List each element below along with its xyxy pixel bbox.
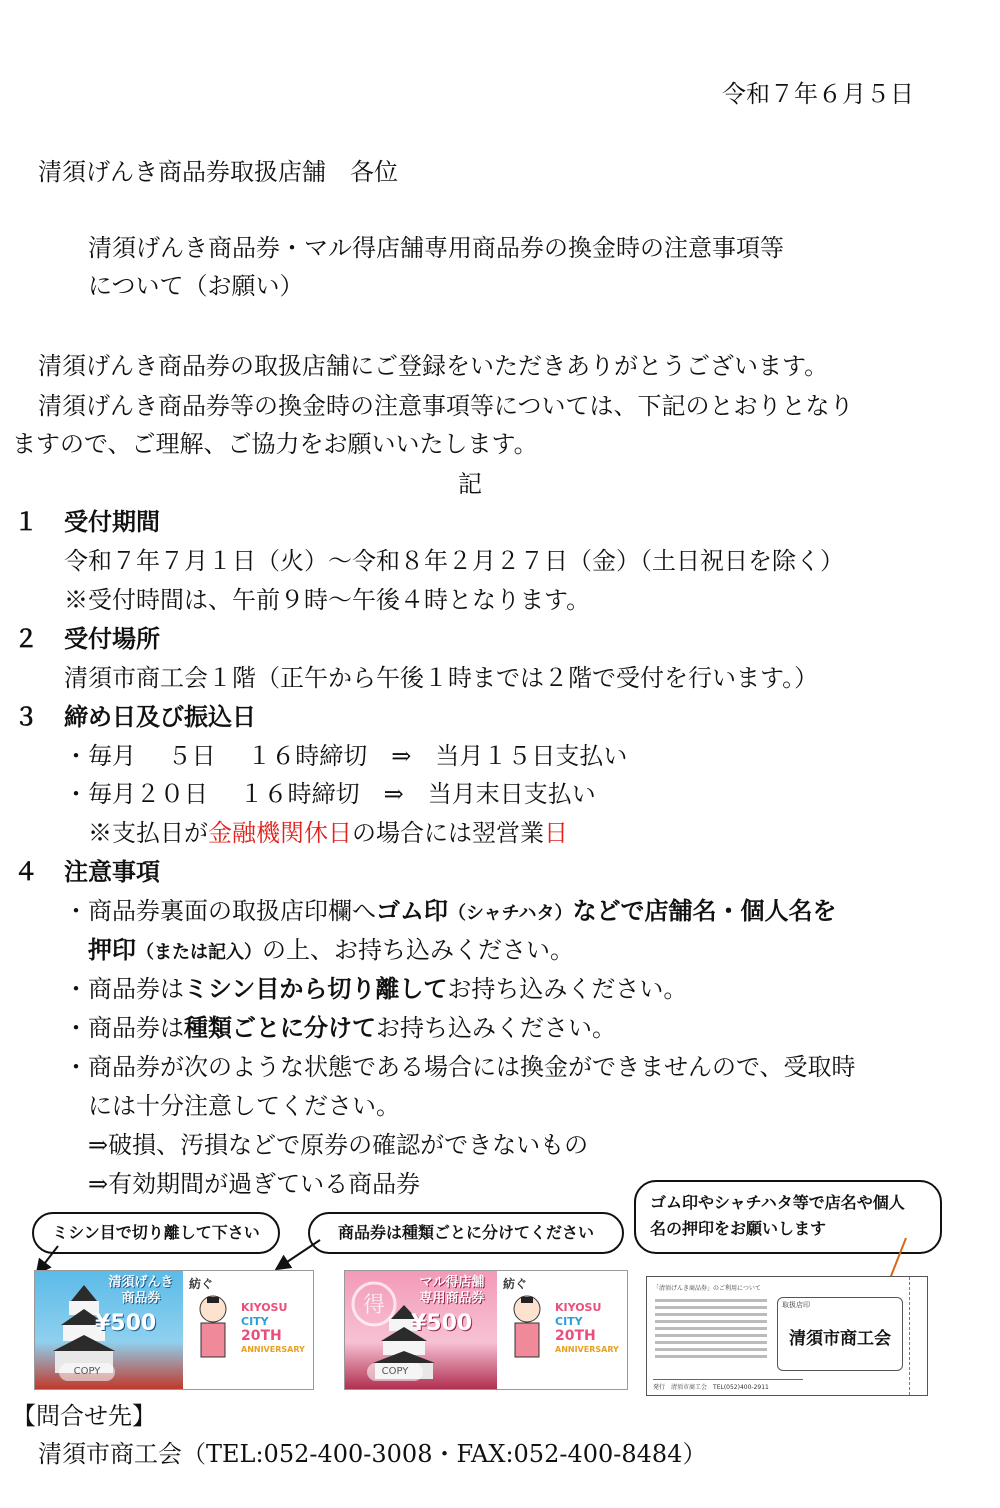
ticket-genki-name-l2: 商品券 bbox=[121, 1291, 161, 1306]
section4-bullet4-line3: ⇒破損、汚損などで原券の確認ができないもの bbox=[88, 1131, 589, 1159]
mascot-icon bbox=[191, 1293, 235, 1363]
ticket-marutoku-right bbox=[497, 1271, 627, 1389]
section3-heading: 締め日及び振込日 bbox=[64, 703, 256, 731]
section3-note-b: の場合には翌営業 bbox=[352, 819, 544, 847]
stamp-label: 取扱店印 bbox=[782, 1301, 810, 1309]
ticket-marutoku-name bbox=[407, 1275, 497, 1307]
ticket-genki-anniv bbox=[241, 1301, 305, 1357]
ticket-genki-copy: COPY bbox=[59, 1363, 115, 1381]
section4-heading: 注意事項 bbox=[64, 858, 160, 886]
ticket-genki-right bbox=[183, 1271, 313, 1389]
bullet2-rest: お持ち込みください。 bbox=[447, 975, 688, 1003]
section4-bullet4-line2: には十分注意してください。 bbox=[88, 1092, 400, 1120]
section3-number: ３ bbox=[14, 703, 38, 731]
contact-heading: 【問合せ先】 bbox=[12, 1402, 156, 1430]
callout-perforation-text: ミシン目で切り離して下さい bbox=[52, 1223, 260, 1242]
section4-number: ４ bbox=[14, 858, 38, 886]
callout-stamp-line2: 名の押印をお願いします bbox=[650, 1219, 827, 1238]
bullet1-text-a: ・商品券裏面の取扱店印欄へ bbox=[64, 897, 376, 925]
anniv-l3: 20TH bbox=[555, 1328, 596, 1344]
arrow-perforation bbox=[38, 1246, 58, 1272]
document-title-line1: 清須げんき商品券・マル得店舗専用商品券の換金時の注意事項等 bbox=[88, 234, 784, 262]
intro-line3: ますので、ご理解、ご協力をお願いいたします。 bbox=[12, 430, 538, 458]
section2-line1: 清須市商工会１階（正午から午後１時までは２階で受付を行います。） bbox=[64, 664, 819, 692]
bullet1-l2-bold: 押印 bbox=[88, 936, 136, 964]
ki-label: 記 bbox=[458, 470, 482, 498]
document-date: 令和７年６月５日 bbox=[722, 80, 914, 108]
ticket-back-heading: 「清須げんき商品券」のご利用について bbox=[653, 1285, 761, 1292]
bullet2-bold: ミシン目から切り離して bbox=[184, 975, 448, 1003]
ticket-back-stamp-box bbox=[777, 1297, 903, 1371]
ticket-genki-value: ¥500 bbox=[95, 1311, 157, 1336]
bullet1-bold-a: ゴム印 bbox=[376, 897, 448, 925]
ticket-marutoku-tagline: 紡ぐ bbox=[503, 1277, 528, 1291]
intro-line1: 清須げんき商品券の取扱店舗にご登録をいただきありがとうございます。 bbox=[38, 352, 829, 380]
ticket-back bbox=[646, 1276, 928, 1396]
intro-line2: 清須げんき商品券等の換金時の注意事項等については、下記のとおりとなり bbox=[38, 392, 854, 420]
anniv-l4: ANNIVERSARY bbox=[555, 1345, 619, 1354]
section3-note-a: ※支払日が bbox=[88, 819, 208, 847]
document-title-line2: について（お願い） bbox=[88, 272, 304, 300]
ticket-marutoku-anniv bbox=[555, 1301, 619, 1357]
ticket-back-fineprint bbox=[655, 1295, 767, 1362]
bullet3-text-a: ・商品券は bbox=[64, 1014, 184, 1042]
ticket-marutoku-copy: COPY bbox=[367, 1363, 423, 1381]
section3-note-red1: 金融機関休日 bbox=[208, 819, 352, 847]
ticket-genki bbox=[34, 1270, 314, 1390]
callout-separate-types-text: 商品券は種類ごとに分けてください bbox=[337, 1223, 594, 1242]
section2-heading: 受付場所 bbox=[64, 625, 160, 653]
ticket-marutoku-name-l1: マル得店舗 bbox=[419, 1275, 485, 1290]
perforation-line bbox=[909, 1277, 911, 1395]
callout-stamp-line1: ゴム印やシャチハタ等で店名や個人 bbox=[650, 1193, 905, 1212]
issuer-label: 発行 bbox=[653, 1384, 666, 1391]
arrow-separate-types bbox=[278, 1240, 320, 1268]
ticket-marutoku-value: ¥500 bbox=[411, 1311, 473, 1336]
section3-line1: ・毎月 ５日 １６時締切 ⇒ 当月１５日支払い bbox=[64, 742, 628, 770]
ticket-back-issuer bbox=[653, 1379, 803, 1391]
ticket-marutoku-name-l2: 専用商品券 bbox=[419, 1291, 485, 1306]
section4-bullet4-line1: ・商品券が次のような状態である場合には換金ができませんので、受取時 bbox=[64, 1053, 856, 1081]
bullet1-small-a: （シャチハタ） bbox=[448, 903, 573, 924]
section3-line2: ・毎月２０日 １６時締切 ⇒ 当月末日支払い bbox=[64, 780, 596, 808]
stamp-text: 清須市商工会 bbox=[789, 1329, 891, 1349]
ticket-genki-tagline: 紡ぐ bbox=[189, 1277, 214, 1291]
anniv-l4: ANNIVERSARY bbox=[241, 1345, 305, 1354]
section1-line2: ※受付時間は、午前９時～午後４時となります。 bbox=[64, 586, 591, 614]
section1-number: １ bbox=[14, 508, 38, 536]
bullet1-bold-b: などで店舗名・個人名を bbox=[572, 897, 837, 925]
section1-line1: 令和７年７月１日（火）～令和８年２月２７日（金）（土日祝日を除く） bbox=[64, 547, 844, 575]
ticket-genki-name bbox=[101, 1275, 181, 1307]
contact-line: 清須市商工会（TEL:052-400-3008・FAX:052-400-8484） bbox=[38, 1440, 707, 1468]
anniv-l1: KIYOSU bbox=[241, 1301, 288, 1314]
issuer-text: 清須市商工会 TEL(052)400-2911 bbox=[671, 1384, 769, 1391]
bullet1-l2-rest: の上、お持ち込みください。 bbox=[262, 936, 574, 964]
anniv-l2: CITY bbox=[555, 1315, 583, 1328]
bullet1-l2-small: （または記入） bbox=[136, 942, 262, 963]
addressee: 清須げんき商品券取扱店舗 各位 bbox=[38, 158, 398, 186]
bullet2-text-a: ・商品券は bbox=[64, 975, 184, 1003]
anniv-l1: KIYOSU bbox=[555, 1301, 602, 1314]
ticket-genki-name-l1: 清須げんき bbox=[108, 1275, 174, 1290]
section2-number: ２ bbox=[14, 625, 38, 653]
section3-note-red2: 日 bbox=[544, 819, 568, 847]
svg-text:得: 得 bbox=[362, 1293, 386, 1318]
mascot-icon bbox=[505, 1293, 549, 1363]
anniv-l2: CITY bbox=[241, 1315, 269, 1328]
bullet3-rest: お持ち込みください。 bbox=[376, 1014, 616, 1042]
section1-heading: 受付期間 bbox=[64, 508, 160, 536]
section4-bullet4-line4: ⇒有効期間が過ぎている商品券 bbox=[88, 1170, 421, 1198]
bullet3-bold: 種類ごとに分けて bbox=[184, 1014, 376, 1042]
anniv-l3: 20TH bbox=[241, 1328, 282, 1344]
ticket-marutoku bbox=[344, 1270, 628, 1390]
